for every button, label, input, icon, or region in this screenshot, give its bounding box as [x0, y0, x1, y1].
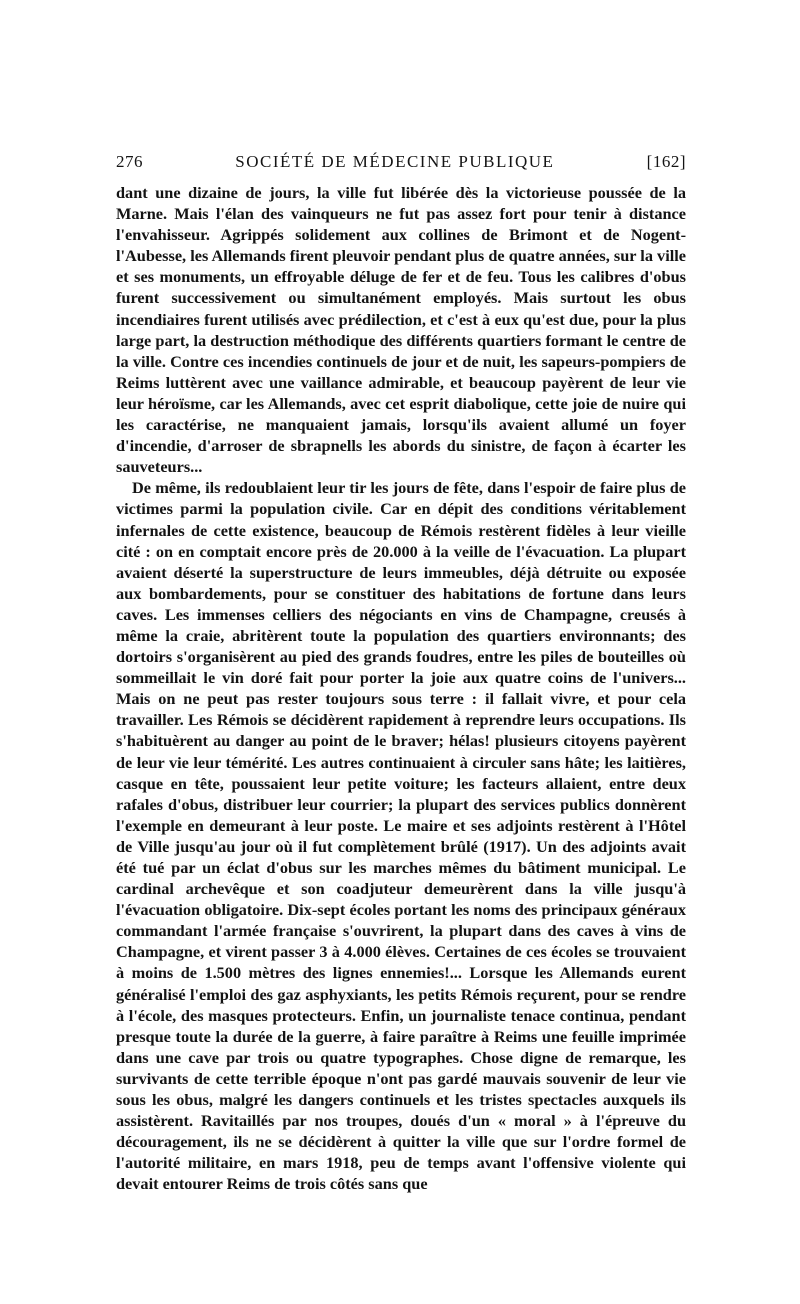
body-text — [116, 182, 686, 1195]
bracket-page-number: [162] — [646, 152, 686, 171]
running-header — [116, 152, 686, 178]
paragraph: De même, ils redoublaient leur tir les jours de fête, dans l'espoir de faire plus de victimes parmi la population civile. Car en dépit des conditions véritablement infernales de cette existence, beaucoup de Rémois restèrent fidèles à leur vieille cité : on en comptait encore près de 20.000 à la veille de l'évacuation. La plupart avaient déserté la superstructure de leurs immeubles, déjà détruite ou exposée aux bombardements, pour se constituer des habitations de fortune dans leurs caves. Les immenses celliers des négociants en vins de Champagne, creusés à même la craie, abritèrent toute la population des quartiers environnants; des dortoirs s'organisèrent au pied des grands foudres, entre les piles de bouteilles où sommeillait le vin doré fait pour porter la joie aux quatre coins de l'univers... Mais on ne peut pas rester toujours sous terre : il fallait vivre, et pour cela travailler. Les Rémois se décidèrent rapidement à reprendre leurs occupations. Ils s'habituèrent au danger au point de le braver; hélas! plusieurs citoyens payèrent de leur vie leur témérité. Les autres continuaient à circuler sans hâte; les laitières, casque en tête, poussaient leur petite voiture; les facteurs allaient, entre deux rafales d'obus, distribuer leur courrier; la plupart des services publics donnèrent l'exemple en demeurant à leur poste. Le maire et ses adjoints restèrent à l'Hôtel de Ville jusqu'au jour où il fut complètement brûlé (1917). Un des adjoints avait été tué par un éclat d'obus sur les marches mêmes du bâtiment municipal. Le cardinal archevêque et son coadjuteur demeurèrent dans la ville jusqu'à l'évacuation obligatoire. Dix-sept écoles portant les noms des principaux généraux commandant l'armée française s'ouvrirent, la plupart dans des caves à vins de Champagne, et virent passer 3 à 4.000 élèves. Certaines de ces écoles se trouvaient à moins de 1.500 mètres des lignes ennemies!... Lorsque les Allemands eurent généralisé l'emploi des gaz asphyxiants, les petits Rémois reçurent, pour se rendre à l'école, des masques protecteurs. Enfin, un journaliste tenace continua, pendant presque toute la durée de la guerre, à faire paraître à Reims une feuille imprimée dans une cave par trois ou quatre typographes. Chose digne de remarque, les survivants de cette terrible époque n'ont pas gardé mauvais souvenir de leur vie sous les obus, malgré les dangers continuels et les tristes spectacles auxquels ils assistèrent. Ravitaillés par nos troupes, doués d'un « moral » à l'épreuve du découragement, ils ne se décidèrent à quitter la ville que sur l'ordre formel de l'autorité militaire, en mars 1918, peu de temps avant l'offensive violente qui devait entourer Reims de trois côtés sans que — [116, 478, 686, 1194]
paragraph-continued: dant une dizaine de jours, la ville fut libérée dès la victorieuse poussée de la Marne. Mais l'élan des vainqueurs ne fut pas assez fort pour tenir à distance l'envahisseur. Agrippés solidement aux collines de Brimont et de Nogent-l'Aubesse, les Allemands firent pleuvoir pendant plus de quatre années, sur la ville et ses monuments, un effroyable déluge de fer et de feu. Tous les calibres d'obus furent successivement ou simultanément employés. Mais surtout les obus incendiaires furent utilisés avec prédilection, et c'est à eux qu'est due, pour la plus large part, la destruction méthodique des différents quartiers formant le centre de la ville. Contre ces incendies continuels de jour et de nuit, les sapeurs-pompiers de Reims luttèrent avec une vaillance admirable, et beaucoup payèrent de leur vie leur héroïsme, car les Allemands, avec cet esprit diabolique, cette joie de nuire qui les caractérise, ne manquaient jamais, lorsqu'ils avaient allumé un foyer d'incendie, d'arroser de sbrapnells les abords du sinistre, de façon à écarter les sauveteurs... — [116, 183, 686, 477]
page-number: 276 — [116, 152, 143, 171]
running-title: SOCIÉTÉ DE MÉDECINE PUBLIQUE — [235, 152, 555, 171]
book-page — [116, 152, 686, 1195]
